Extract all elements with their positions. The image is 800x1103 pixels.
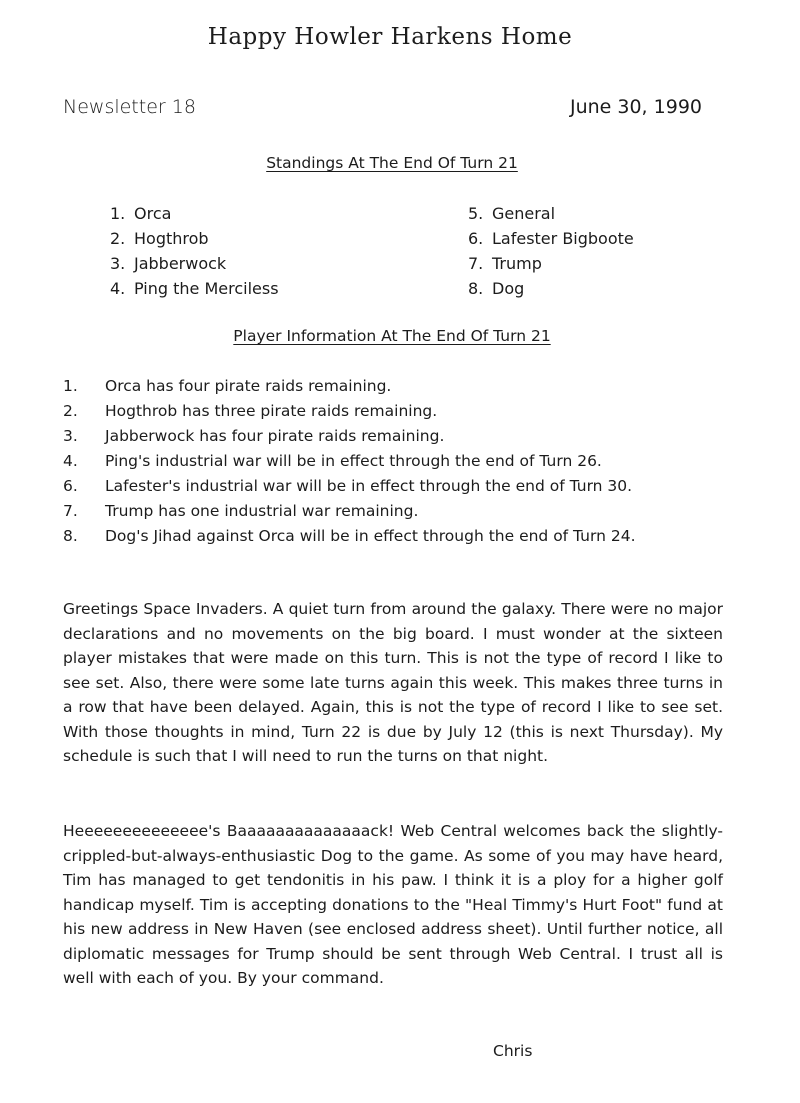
- standings-player: General: [492, 204, 556, 223]
- player-info-number: 8.: [63, 527, 78, 545]
- player-info-text: Lafester's industrial war will be in effect through the end of Turn 30.: [105, 477, 633, 495]
- player-info-number: 7.: [63, 502, 78, 520]
- player-info-text: Trump has one industrial war remaining.: [105, 502, 419, 520]
- standings-item: [110, 226, 279, 251]
- player-info-number: 2.: [63, 402, 78, 420]
- standings-rank: 4.: [110, 279, 126, 298]
- standings-rank: 7.: [468, 254, 484, 273]
- standings-rank: 1.: [110, 204, 126, 223]
- player-info-item: [63, 424, 636, 449]
- newsletter-title: Happy Howler Harkens Home: [207, 24, 573, 50]
- standings-player: Orca: [134, 204, 172, 223]
- standings-heading: Standings At The End Of Turn 21: [266, 154, 518, 172]
- standings-item: [110, 251, 279, 276]
- standings-rank: 3.: [110, 254, 126, 273]
- standings-list-left: [110, 201, 279, 301]
- player-info-text: Ping's industrial war will be in effect through the end of Turn 26.: [105, 452, 602, 470]
- standings-item: [468, 201, 634, 226]
- signature: Chris: [493, 1042, 533, 1060]
- standings-player: Hogthrob: [134, 229, 209, 248]
- standings-item: [110, 276, 279, 301]
- player-info-number: 6.: [63, 477, 78, 495]
- standings-rank: 8.: [468, 279, 484, 298]
- player-info-text: Jabberwock has four pirate raids remaining.: [105, 427, 445, 445]
- standings-player: Jabberwock: [134, 254, 227, 273]
- standings-rank: 2.: [110, 229, 126, 248]
- player-info-item: [63, 374, 636, 399]
- player-info-number: 4.: [63, 452, 78, 470]
- standings-item: [468, 276, 634, 301]
- welcome-back-paragraph: Heeeeeeeeeeeeee's Baaaaaaaaaaaaaack! Web Central welcomes back the slightly-crippled-but-always-enthusiastic Dog to the game. As some of you may have heard, Tim has managed to get tendonitis in his paw. I think it is a ploy for a higher golf handicap myself. Tim is accepting donations to the "Heal Timmy's Hurt Foot" fund at his new address in New Haven (see enclosed address sheet). Until further notice, all diplomatic messages for Trump should be sent through Web Central. I trust all is well with each of you. By your command.: [63, 822, 723, 987]
- player-info-text: Dog's Jihad against Orca will be in effect through the end of Turn 24.: [105, 527, 636, 545]
- standings-player: Ping the Merciless: [134, 279, 279, 298]
- standings-player: Lafester Bigboote: [492, 229, 634, 248]
- player-info-item: [63, 524, 636, 549]
- player-info-number: 3.: [63, 427, 78, 445]
- player-info-item: [63, 449, 636, 474]
- standings-rank: 6.: [468, 229, 484, 248]
- standings-rank: 5.: [468, 204, 484, 223]
- player-info-item: [63, 399, 636, 424]
- standings-item: [468, 226, 634, 251]
- standings-item: [110, 201, 279, 226]
- player-info-number: 1.: [63, 377, 78, 395]
- standings-list-right: [468, 201, 634, 301]
- newsletter-number: Newsletter 18: [63, 96, 196, 118]
- standings-item: [468, 251, 634, 276]
- greeting-paragraph: Greetings Space Invaders. A quiet turn from around the galaxy. There were no major declarations and no movements on the big board. I must wonder at the sixteen player mistakes that were made on this turn. This is not the type of record I like to see set. Also, there were some late turns again this week. This makes three turns in a row that have been delayed. Again, this is not the type of record I like to see set. With those thoughts in mind, Turn 22 is due by July 12 (this is next Thursday). My schedule is such that I will need to run the turns on that night.: [63, 600, 723, 765]
- player-info-text: Orca has four pirate raids remaining.: [105, 377, 392, 395]
- player-info-list: [63, 374, 636, 549]
- player-info-item: [63, 499, 636, 524]
- newsletter-date: June 30, 1990: [569, 96, 702, 118]
- player-info-item: [63, 474, 636, 499]
- player-info-text: Hogthrob has three pirate raids remaining.: [105, 402, 438, 420]
- standings-player: Dog: [492, 279, 525, 298]
- player-info-heading: Player Information At The End Of Turn 21: [233, 327, 551, 345]
- standings-player: Trump: [492, 254, 542, 273]
